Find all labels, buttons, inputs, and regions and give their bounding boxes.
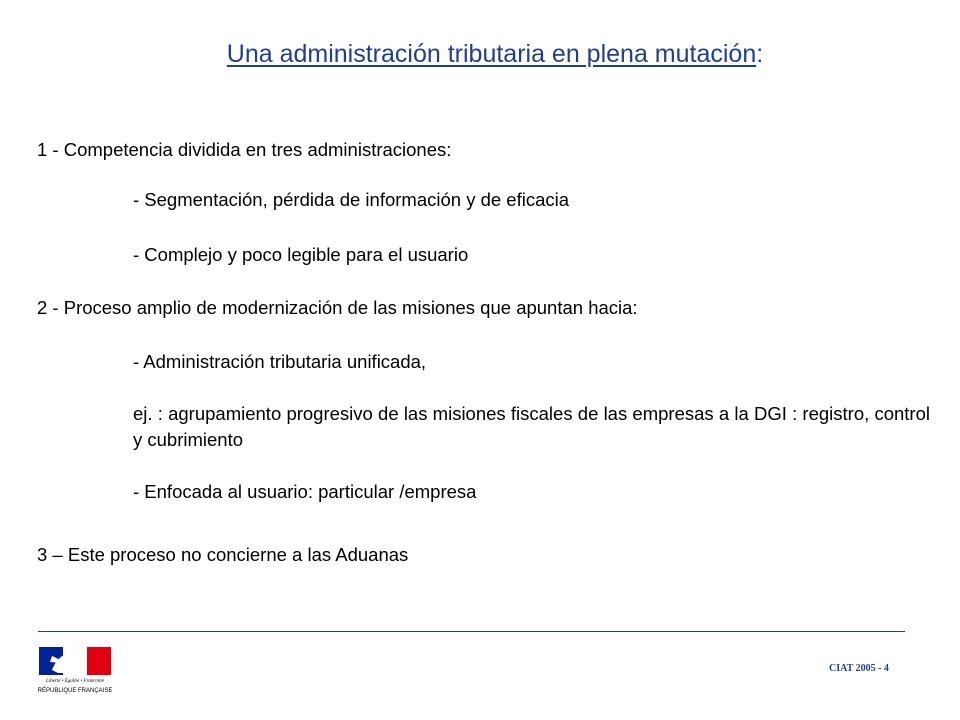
slide-title-text: Una administración tributaria en plena mutación — [226, 40, 757, 68]
point-1-sub-1: - Segmentación, pérdida de información y de eficacia — [133, 189, 570, 210]
point-3: 3 – Este proceso no concierne a las Aduanas — [37, 544, 409, 565]
point-2: 2 - Proceso amplio de modernización de las misiones que apuntan hacia: — [37, 297, 638, 318]
logo-country-name: RÉPUBLIQUE FRANÇAISE — [38, 688, 113, 694]
point-1: 1 - Competencia dividida en tres administraciones: — [37, 139, 452, 160]
logo-motto: Liberté • Égalité • Fraternité — [46, 679, 104, 684]
republique-francaise-logo — [38, 646, 113, 698]
point-2-sub-2: - Enfocada al usuario: particular /empresa — [133, 481, 477, 502]
slide-title-colon: : — [756, 40, 764, 68]
slide-title — [0, 40, 960, 69]
point-2-sub-1: - Administración tributaria unificada, — [133, 351, 427, 372]
point-2-example: ej. : agrupamiento progresivo de las misiones fiscales de las empresas a la DGI : registro, control y cubrimiento — [133, 403, 930, 450]
footer-divider — [38, 631, 905, 632]
point-1-sub-2: - Complejo y poco legible para el usuario — [133, 244, 469, 265]
logo-red-panel — [87, 647, 111, 675]
footer-code: CIAT 2005 - 4 — [829, 663, 889, 674]
